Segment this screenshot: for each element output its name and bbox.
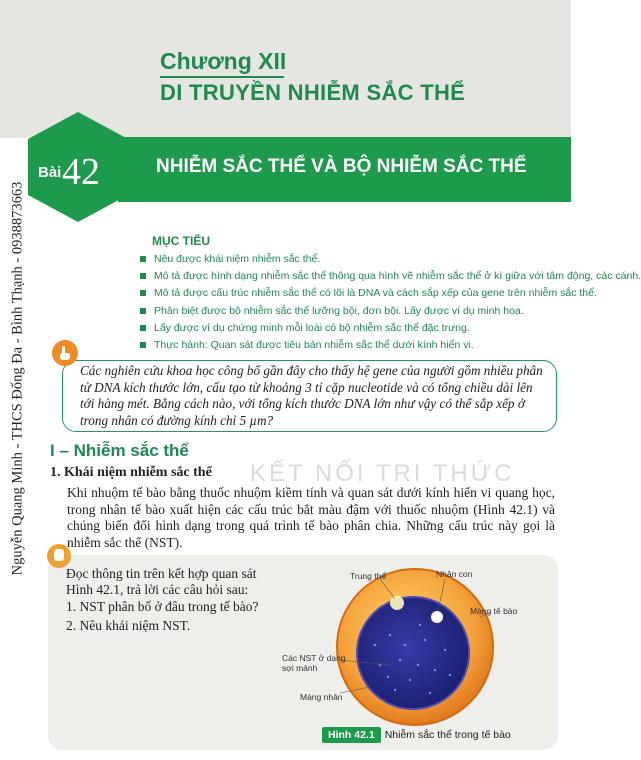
bullet-square-icon — [140, 273, 146, 279]
activity-question: 2. Nêu khái niệm NST. — [66, 617, 191, 633]
objective-item: Lấy được ví dụ chứng minh mỗi loài có bộ nhiễm sắc thể đặc trưng. — [140, 321, 560, 338]
objective-item: Phân biệt được bộ nhiễm sắc thể lưỡng bội, đơn bội. Lấy được ví dụ minh hoạ. — [140, 304, 560, 321]
objective-item: Mô tả được cấu trúc nhiễm sắc thể có lõi là DNA và cách sắp xếp của gene trên nhiễm sắc thể. — [140, 286, 560, 303]
hand-pointer-icon — [50, 338, 80, 368]
figure-caption-text: Nhiễm sắc thể trong tế bào — [384, 729, 511, 741]
intro-text: Các nghiên cứu khoa học công bố gần đây cho thấy hệ gene của người gồm nhiều phân tử DNA kích thước lớn, cấu tạo từ khoảng 3 tỉ cặp nucleotide và có tổng chiều dài lên tới hàng mét. Bằng cách nào, với tổng kích thước DNA lớn như vậy có thể sắp xếp ở trong nhân có đường kính chỉ 5 µm? — [80, 363, 543, 428]
figure-caption — [322, 727, 511, 743]
objectives-heading: MỤC TIÊU — [152, 234, 210, 248]
objective-item: Mô tả được hình dạng nhiễm sắc thể thông qua hình vẽ nhiễm sắc thể ở kì giữa với tâm động, các cánh. — [140, 269, 560, 286]
section-title: I – Nhiễm sắc thể — [50, 441, 189, 460]
bullet-square-icon — [140, 256, 146, 262]
subsection-title: 1. Khái niệm nhiễm sắc thể — [50, 465, 212, 480]
objective-item: Thực hành: Quan sát được tiêu bản nhiễm sắc thể dưới kính hiển vi. — [140, 338, 560, 355]
sidebar-author-text: Nguyễn Quang Minh - THCS Đống Đa - Bình Thạnh - 0938873663 — [9, 181, 26, 576]
chapter-underline — [160, 76, 284, 78]
objectives-list — [140, 252, 641, 355]
label-chromatin-2: sợi mảnh — [282, 663, 318, 673]
activity-intro: Đọc thông tin trên kết hợp quan sát Hình 42.1, trả lời các câu hỏi sau: 1. NST phân bố ở đâu trong tế bào? 2. Nêu khái niệm NST. — [66, 566, 286, 633]
chapter-label: Chương XII — [160, 48, 287, 74]
bullet-square-icon — [140, 308, 146, 314]
label-cell-membrane: Màng tế bào — [470, 606, 518, 616]
bullet-square-icon — [140, 325, 146, 331]
body-paragraph: Khi nhuộm tế bào bằng thuốc nhuộm kiềm tính và quan sát dưới kính hiển vi quang học, trong nhân tế bào xuất hiện các cấu trúc bắt màu đậm với thuốc nhuộm (Hình 42.1) và chúng biến đổi hình dạng trong quá trình tế bào phân chia. Những cấu trúc này gọi là nhiễm sắc thể (NST). — [67, 485, 555, 550]
label-nuclear-membrane: Màng nhân — [300, 692, 343, 702]
figure-number: Hình 42.1 — [322, 727, 381, 743]
lesson-title: NHIỄM SẮC THỂ VÀ BỘ NHIỄM SẮC THỂ — [156, 156, 527, 177]
lesson-number: 42 — [62, 151, 100, 193]
chapter-title: DI TRUYỀN NHIỄM SẮC THỂ — [160, 80, 466, 105]
label-chromatin-1: Các NST ở dạng — [282, 653, 346, 663]
label-nucleolus: Nhân con — [436, 569, 473, 579]
bullet-square-icon — [140, 342, 146, 348]
lesson-word: Bài — [38, 164, 62, 181]
label-centrosome: Trung thể — [350, 571, 387, 581]
objective-item: Nêu được khái niệm nhiễm sắc thể. — [140, 252, 560, 269]
activity-question: 1. NST phân bố ở đâu trong tế bào? — [66, 599, 259, 614]
watermark: KẾT NỐI TRI THỨC — [250, 460, 515, 487]
bullet-square-icon — [140, 290, 146, 296]
